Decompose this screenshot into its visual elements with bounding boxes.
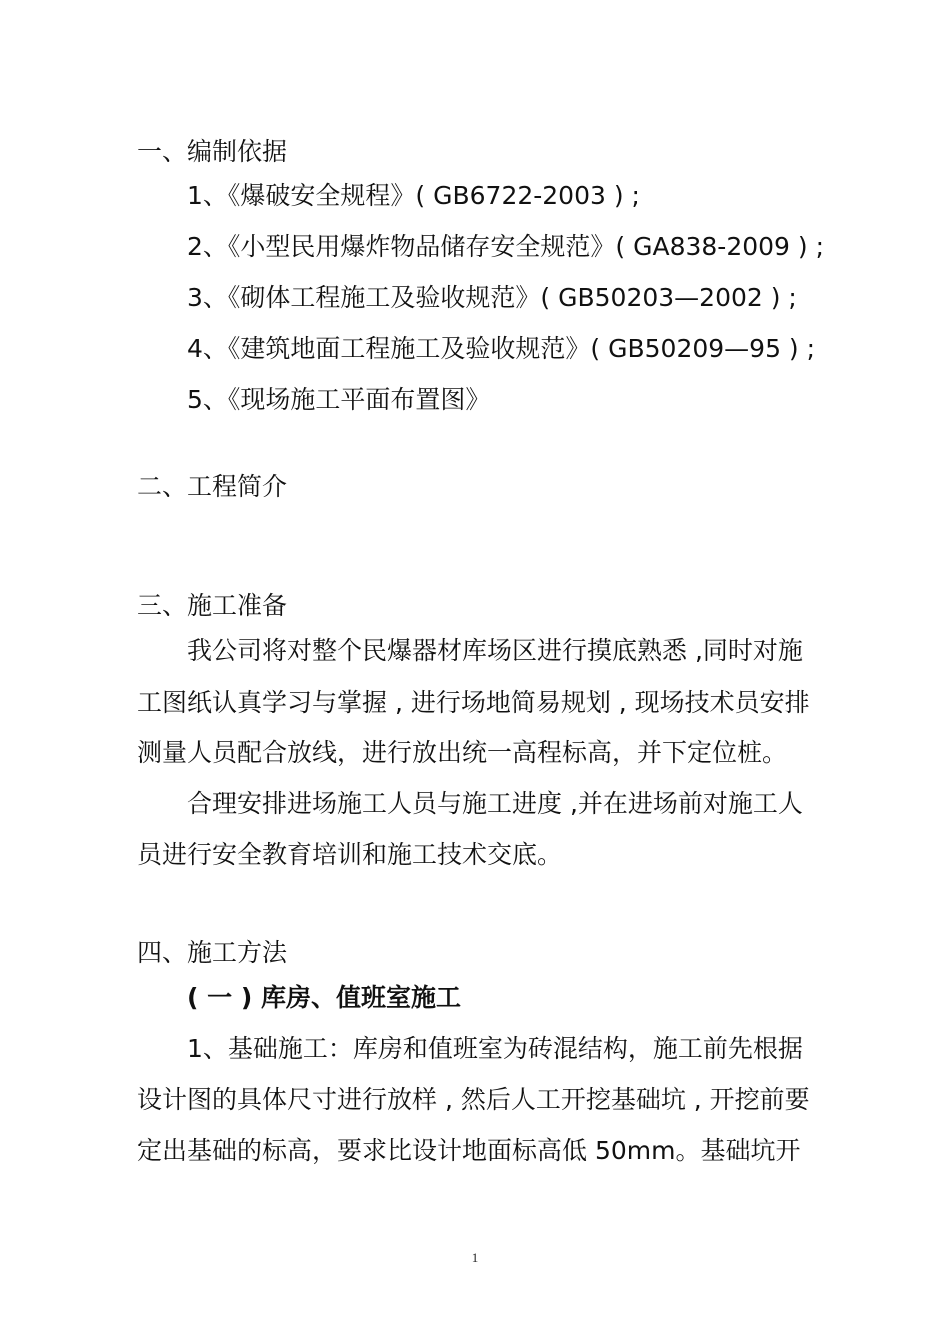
reference-item-2: 2、《小型民用爆炸物品储存安全规范》( GA838-2009 ) ;: [187, 232, 825, 261]
section-heading-methods: 四、施工方法: [137, 938, 288, 967]
reference-item-4: 4、《建筑地面工程施工及验收规范》( GB50209—95 ) ;: [187, 334, 816, 363]
paragraph-line: 工图纸认真学习与掌握 , 进行场地简易规划 , 现场技术员安排: [137, 688, 810, 717]
section-heading-preparation: 三、施工准备: [137, 591, 288, 620]
section-heading-overview: 二、工程简介: [137, 472, 288, 501]
reference-item-1: 1、《爆破安全规程》( GB6722-2003 ) ;: [187, 181, 640, 210]
paragraph-line: 员进行安全教育培训和施工技术交底。: [137, 840, 563, 869]
paragraph-line: 我公司将对整个民爆器材库场区进行摸底熟悉 ,同时对施: [187, 636, 803, 665]
paragraph-line: 设计图的具体尺寸进行放样 , 然后人工开挖基础坑 , 开挖前要: [137, 1085, 810, 1114]
paragraph-line: 定出基础的标高，要求比设计地面标高低 50mm。基础坑开: [137, 1136, 801, 1165]
subsection-heading: ( 一 ) 库房、值班室施工: [187, 983, 461, 1012]
section-heading-basis: 一、编制依据: [137, 137, 288, 166]
page-number: 1: [471, 1250, 479, 1265]
paragraph-line: 测量人员配合放线，进行放出统一高程标高，并下定位桩。: [137, 738, 788, 767]
paragraph-line: 1、基础施工：库房和值班室为砖混结构，施工前先根据: [187, 1034, 803, 1063]
paragraph-line: 合理安排进场施工人员与施工进度 ,并在进场前对施工人: [187, 789, 803, 818]
reference-item-3: 3、《砌体工程施工及验收规范》( GB50203—2002 ) ;: [187, 283, 797, 312]
reference-item-5: 5、《现场施工平面布置图》: [187, 385, 491, 414]
